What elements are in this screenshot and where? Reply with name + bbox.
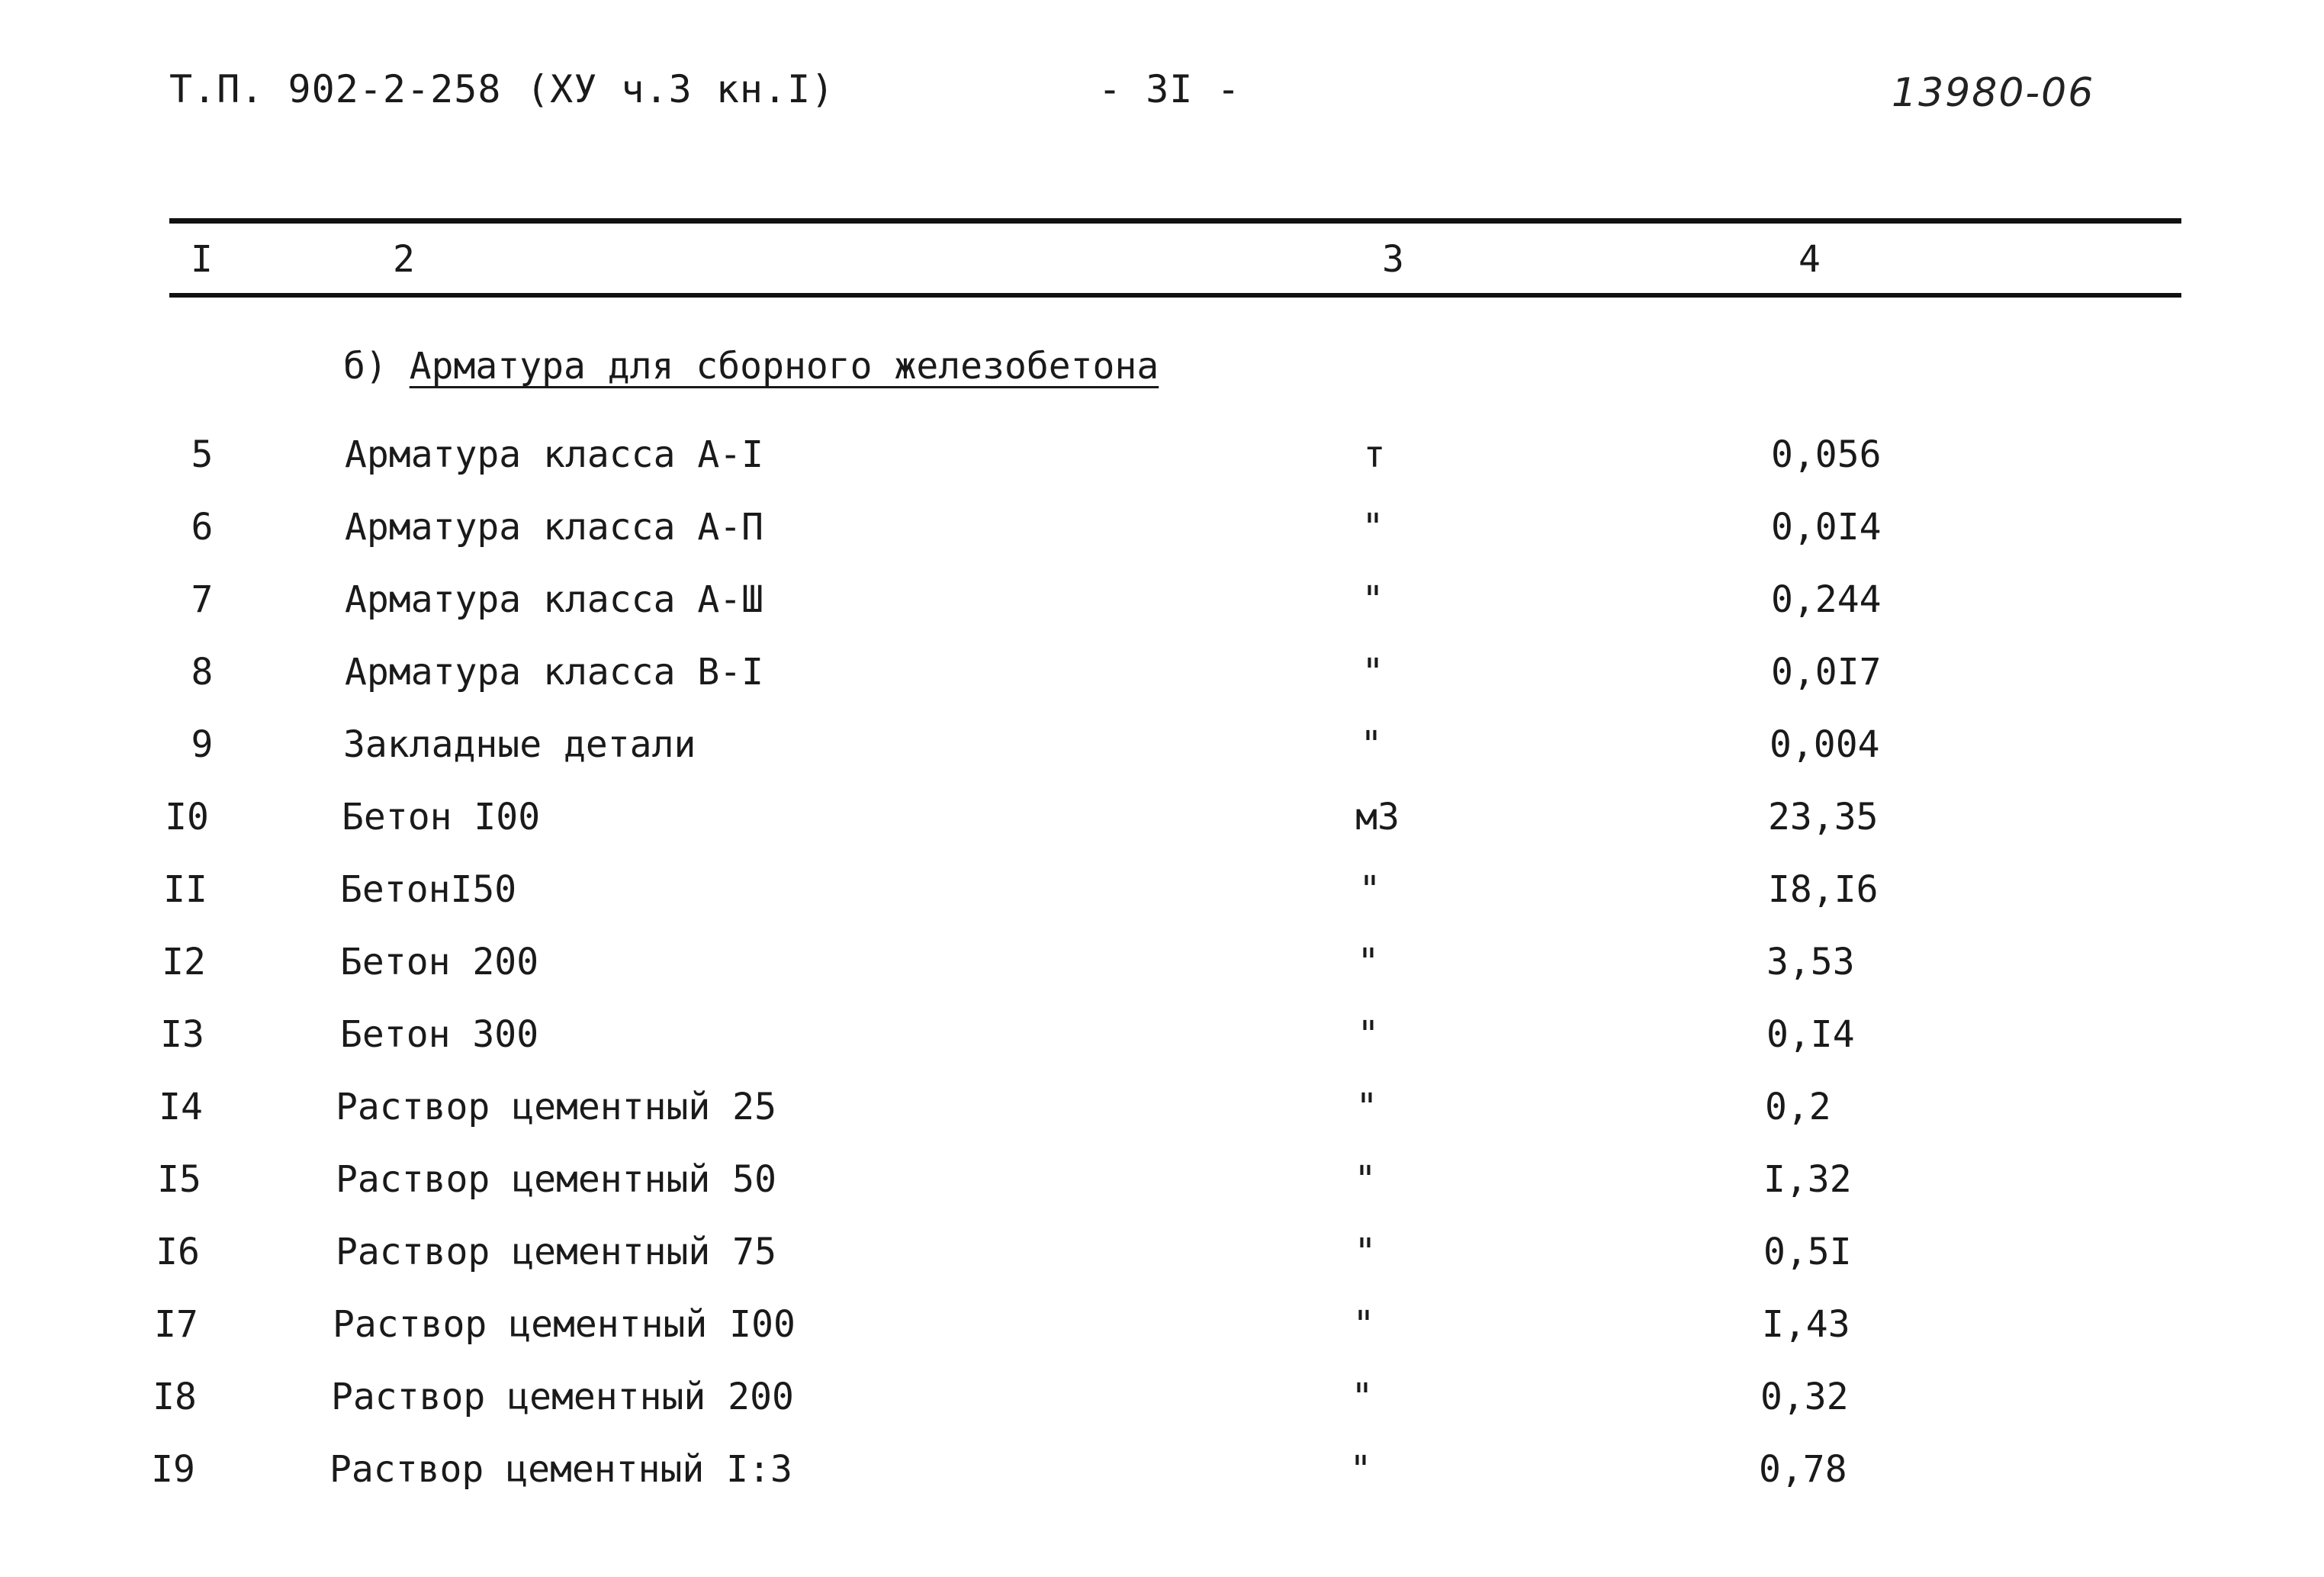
material-name: Арматура класса А-П xyxy=(345,506,764,549)
quantity: I,32 xyxy=(1763,1158,1852,1201)
table-row xyxy=(0,1376,2324,1448)
section-prefix: б) xyxy=(343,345,387,388)
unit: " xyxy=(1349,1448,1372,1491)
quantity: 0,004 xyxy=(1770,723,1880,766)
quantity: 0,5I xyxy=(1763,1231,1852,1273)
quantity: 0,244 xyxy=(1771,578,1882,621)
row-number: I8 xyxy=(153,1376,197,1418)
unit: " xyxy=(1357,941,1380,983)
quantity: 0,0I4 xyxy=(1771,506,1882,549)
quantity: 0,0I7 xyxy=(1771,651,1882,694)
table-row xyxy=(0,868,2324,941)
unit: " xyxy=(1354,1158,1377,1201)
row-number: 9 xyxy=(191,723,214,766)
material-name: Раствор цементный 75 xyxy=(336,1231,776,1273)
section-title-text: Арматура для сборного железобетона xyxy=(409,345,1159,388)
material-name: Бетон 300 xyxy=(340,1013,539,1056)
row-number: I6 xyxy=(156,1231,200,1273)
quantity: 0,78 xyxy=(1759,1448,1847,1491)
row-number: I5 xyxy=(157,1158,201,1201)
table-top-rule xyxy=(169,218,2181,224)
table-row xyxy=(0,1086,2324,1158)
row-number: I4 xyxy=(159,1086,203,1128)
quantity: 0,2 xyxy=(1765,1086,1831,1128)
material-name: Арматура класса В-I xyxy=(345,651,764,694)
table-row xyxy=(0,1158,2324,1231)
table-row xyxy=(0,1013,2324,1086)
unit: " xyxy=(1354,1231,1377,1273)
table-row xyxy=(0,796,2324,868)
table-row xyxy=(0,1448,2324,1521)
material-name: Раствор цементный 25 xyxy=(336,1086,776,1128)
unit: " xyxy=(1351,1376,1374,1418)
table-row xyxy=(0,1303,2324,1376)
table-header-rule xyxy=(169,293,2181,298)
unit: " xyxy=(1355,1086,1378,1128)
material-name: Арматура класса А-I xyxy=(345,433,764,476)
row-number: 6 xyxy=(191,506,214,549)
column-header-4: 4 xyxy=(1798,238,1821,281)
column-header-1: I xyxy=(191,238,213,281)
unit: " xyxy=(1352,1303,1375,1346)
page-number: - 3I - xyxy=(1098,67,1241,111)
material-name: Раствор цементный 200 xyxy=(331,1376,794,1418)
unit: " xyxy=(1357,1013,1380,1056)
material-name: Раствор цементный I:3 xyxy=(329,1448,792,1491)
unit: " xyxy=(1361,506,1384,549)
column-header-2: 2 xyxy=(393,238,415,281)
quantity: 0,056 xyxy=(1771,433,1882,476)
table-row xyxy=(0,433,2324,506)
section-title xyxy=(343,345,1159,388)
quantity: 0,32 xyxy=(1760,1376,1849,1418)
row-number: 8 xyxy=(191,651,214,694)
table-row xyxy=(0,506,2324,578)
unit: " xyxy=(1358,868,1381,911)
quantity: 0,I4 xyxy=(1766,1013,1855,1056)
material-name: Бетон 200 xyxy=(340,941,539,983)
row-number: 5 xyxy=(191,433,214,476)
material-name: Арматура класса А-Ш xyxy=(345,578,764,621)
doc-reference: Т.П. 902-2-258 xyxy=(169,67,502,111)
row-number: 7 xyxy=(191,578,214,621)
quantity: I8,I6 xyxy=(1768,868,1879,911)
material-name: Закладные детали xyxy=(343,723,696,766)
row-number: I7 xyxy=(154,1303,198,1346)
table-row xyxy=(0,1231,2324,1303)
unit: " xyxy=(1361,578,1384,621)
unit: т xyxy=(1363,433,1386,476)
row-number: I0 xyxy=(165,796,209,838)
row-number: I9 xyxy=(151,1448,195,1491)
table-row xyxy=(0,723,2324,796)
unit: м3 xyxy=(1355,796,1400,838)
table-row xyxy=(0,651,2324,723)
archive-number: 13980-06 xyxy=(1892,70,2095,116)
row-number: I2 xyxy=(162,941,206,983)
material-name: Бетон I00 xyxy=(342,796,541,838)
material-name: БетонI50 xyxy=(340,868,517,911)
material-name: Раствор цементный I00 xyxy=(333,1303,796,1346)
row-number: II xyxy=(163,868,207,911)
row-number: I3 xyxy=(160,1013,204,1056)
table-row xyxy=(0,578,2324,651)
unit: " xyxy=(1360,723,1383,766)
quantity: 3,53 xyxy=(1766,941,1855,983)
doc-part: (ХУ ч.3 кн.I) xyxy=(526,67,835,111)
quantity: 23,35 xyxy=(1768,796,1879,838)
column-header-3: 3 xyxy=(1382,238,1404,281)
unit: " xyxy=(1361,651,1384,694)
quantity: I,43 xyxy=(1762,1303,1850,1346)
table-row xyxy=(0,941,2324,1013)
material-name: Раствор цементный 50 xyxy=(336,1158,776,1201)
